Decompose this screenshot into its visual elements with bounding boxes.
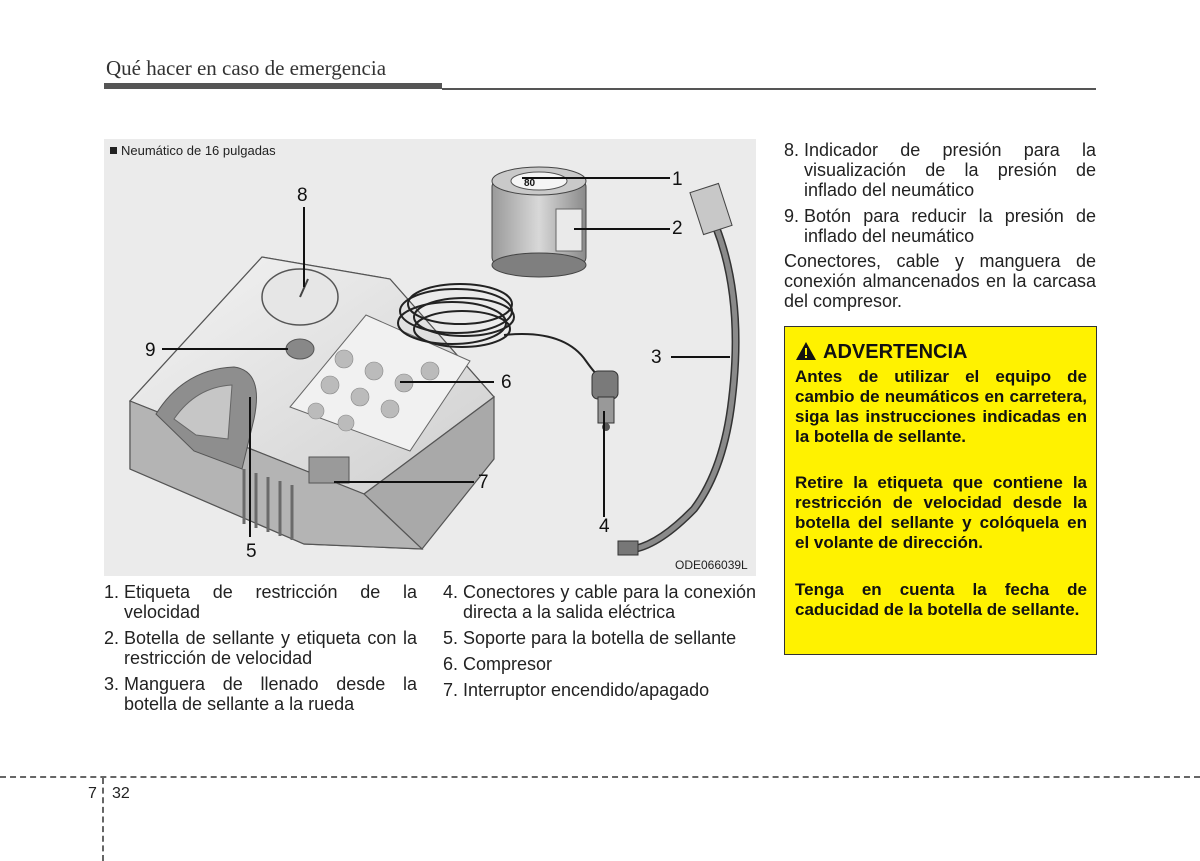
warning-paragraph: Antes de utilizar el equipo de cambio de neumáticos en carretera, siga las instrucciones indicadas en la botella de sellante. [795,367,1087,446]
footer-divider [0,776,1200,778]
callout-6: 6 [501,372,512,393]
storage-note: Conectores, cable y manguera de conexión almancenados en la carcasa del compresor. [784,251,1096,311]
warning-box [784,326,1097,655]
list-item-text: Interruptor encendido/apagado [463,680,710,700]
figure-caption-text: Neumático de 16 pulgadas [121,143,276,158]
list-item-number: 7. [443,680,459,700]
list-item [443,654,756,674]
list-item-text: Indicador de presión para la visualización de la presión de inflado del neumático [804,140,1096,200]
callout-1: 1 [672,169,683,190]
list-item-text: Conectores y cable para la conexión directa a la salida eléctrica [463,582,756,622]
callout-4: 4 [599,516,610,537]
chapter-number: 7 [88,785,97,802]
list-item [104,674,417,714]
list-item-text: Botella de sellante y etiqueta con la restricción de velocidad [124,628,417,668]
list-item [443,582,756,622]
list-item-number: 8. [784,140,800,160]
list-item-number: 4. [443,582,459,602]
footer-vertical-divider [102,778,104,861]
svg-text:80: 80 [524,178,536,189]
list-item-number: 1. [104,582,120,602]
callout-5: 5 [246,541,257,562]
warning-title [795,341,967,364]
header-rule-thin [442,88,1096,90]
list-item-text: Botón para reducir la presión de inflado del neumático [804,206,1096,246]
list-item [443,680,756,700]
callout-3: 3 [651,347,662,368]
warning-title-text: ADVERTENCIA [823,341,968,363]
list-item-number: 2. [104,628,120,648]
list-item-number: 6. [443,654,459,674]
list-item-text: Manguera de llenado desde la botella de sellante a la rueda [124,674,417,714]
page-header-title: Qué hacer en caso de emergencia [106,56,387,80]
list-item-text: Soporte para la botella de sellante [463,628,737,648]
callout-2: 2 [672,218,683,239]
list-item [784,140,1096,200]
figure-code: ODE066039L [675,558,748,572]
sealant-bottle-icon [492,167,586,277]
warning-paragraph: Retire la etiqueta que contiene la restricción de velocidad desde la botella del sellante y colóquela en el volante de dirección. [795,473,1087,552]
parts-list-left [104,582,417,720]
list-item-text: Compresor [463,654,553,674]
parts-list-right [784,140,1096,252]
parts-list-middle [443,582,756,706]
warning-triangle-icon [795,341,817,361]
list-item-number: 9. [784,206,800,226]
callout-7: 7 [478,472,489,493]
list-item [443,628,756,648]
callout-9: 9 [145,340,156,361]
page-number: 32 [112,785,130,802]
list-item-text: Etiqueta de restricción de la velocidad [124,582,417,622]
callout-8: 8 [297,185,308,206]
list-item-number: 3. [104,674,120,694]
list-item [104,628,417,668]
header-rule-thick [104,83,442,89]
list-item [784,206,1096,246]
list-item-number: 5. [443,628,459,648]
list-item [104,582,417,622]
warning-paragraph: Tenga en cuenta la fecha de caducidad de la botella de sellante. [795,580,1087,619]
